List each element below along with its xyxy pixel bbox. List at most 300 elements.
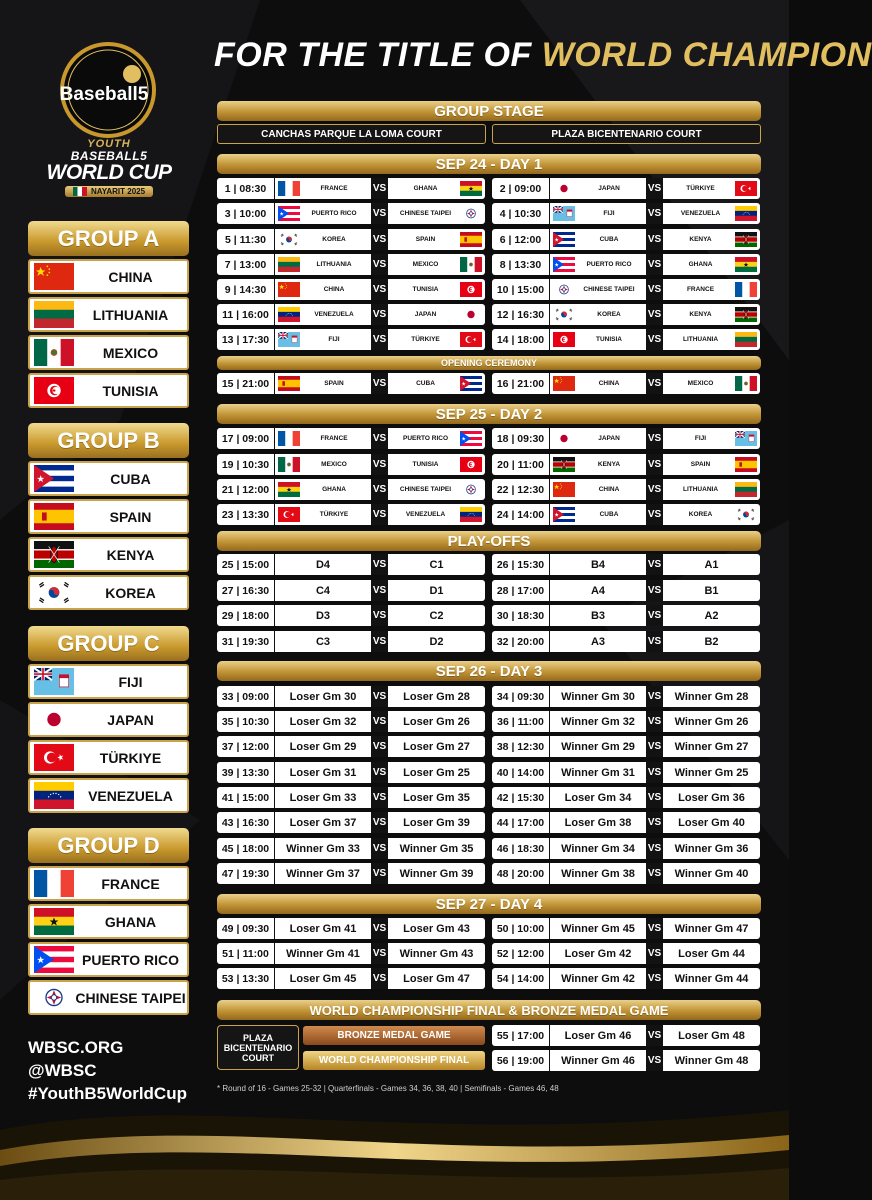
game-row [217, 711, 485, 732]
mx-flag-icon [735, 376, 757, 391]
away-team [663, 504, 760, 525]
home-team-name: A4 [590, 584, 606, 597]
away-team-name: Winner Gm 39 [399, 867, 474, 880]
cu-flag-icon [460, 376, 482, 391]
vs-label: VS [371, 605, 388, 626]
game-row [492, 968, 760, 989]
away-team-name: Winner Gm 36 [674, 842, 749, 855]
website-link[interactable]: WBSC.ORG [28, 1038, 124, 1057]
home-team-name: KENYA [597, 461, 621, 468]
home-team-name: SPAIN [324, 380, 344, 387]
team-name: KENYA [106, 546, 155, 563]
game-row [492, 178, 760, 199]
day3-band: SEP 26 - DAY 3 [217, 661, 761, 681]
game-number-time: 17 | 09:00 [217, 428, 274, 449]
game-row [217, 631, 485, 652]
gh-flag-icon [460, 181, 482, 196]
vs-label: VS [371, 254, 388, 275]
game-number-time: 43 | 16:30 [217, 812, 274, 833]
away-team [388, 454, 485, 475]
vs-label: VS [646, 711, 663, 732]
game-row [217, 762, 485, 783]
team-name: CHINA [108, 268, 153, 285]
vs-label: VS [371, 736, 388, 757]
game-number-time: 15 | 21:00 [217, 373, 274, 394]
court-left-label: CANCHAS PARQUE LA LOMA COURT [217, 124, 486, 144]
away-team-name: Winner Gm 43 [399, 947, 474, 960]
away-team [388, 178, 485, 199]
away-team [388, 762, 485, 783]
group-team-row [28, 942, 189, 977]
home-team-name: TUNISIA [596, 336, 622, 343]
away-team-name: Winner Gm 48 [674, 1054, 749, 1067]
team-name: CUBA [110, 470, 151, 487]
cn-flag-icon [34, 263, 74, 290]
playoffs-band: PLAY-OFFS [217, 531, 761, 551]
vs-label: VS [646, 787, 663, 808]
game-row [217, 479, 485, 500]
home-team-name: Winner Gm 32 [561, 715, 635, 728]
home-team-name: CUBA [599, 511, 619, 518]
title-part2: WORLD CHAMPION [541, 36, 872, 74]
fj-flag-icon [735, 431, 757, 446]
away-team [388, 304, 485, 325]
away-team-name: GHANA [413, 185, 438, 192]
group-team-row [28, 297, 189, 332]
cn-flag-icon [553, 482, 575, 497]
away-team [663, 812, 760, 833]
game-row [492, 838, 760, 859]
team-name: GHANA [104, 913, 157, 930]
away-team-name: Winner Gm 28 [674, 690, 749, 703]
group-team-row [28, 866, 189, 901]
group-team-row [28, 259, 189, 294]
home-team-name: Loser Gm 37 [289, 816, 357, 829]
home-team-name: Winner Gm 30 [561, 690, 635, 703]
home-team-name: Loser Gm 30 [289, 690, 357, 703]
home-team [274, 968, 371, 989]
game-row [492, 605, 760, 626]
away-team-name: PUERTO RICO [402, 435, 449, 442]
away-team-name: JAPAN [414, 311, 437, 318]
home-team [549, 504, 646, 525]
game-row [492, 812, 760, 833]
game-row [217, 863, 485, 884]
home-team [549, 580, 646, 601]
away-team [388, 279, 485, 300]
ve-flag-icon [278, 307, 300, 322]
team-name: CHINESE TAIPEI [75, 989, 186, 1006]
home-team-name: C4 [315, 584, 331, 597]
away-team [663, 711, 760, 732]
fr-flag-icon [34, 870, 74, 897]
team-name: KOREA [105, 584, 156, 601]
event-brand [20, 138, 198, 201]
kr-flag-icon [278, 232, 300, 247]
away-team-name: SPAIN [690, 461, 711, 468]
game-row [217, 373, 485, 394]
game-number-time: 24 | 14:00 [492, 504, 549, 525]
vs-label: VS [646, 1025, 663, 1046]
vs-label: VS [371, 943, 388, 964]
vs-label: VS [646, 968, 663, 989]
home-team-name: Winner Gm 29 [561, 740, 635, 753]
away-team [388, 554, 485, 575]
game-row [492, 863, 760, 884]
game-number-time: 27 | 16:30 [217, 580, 274, 601]
away-team [388, 428, 485, 449]
game-row [217, 838, 485, 859]
home-team-name: Loser Gm 32 [289, 715, 357, 728]
tpe-flag-icon [34, 984, 74, 1011]
away-team-name: Loser Gm 28 [403, 690, 470, 703]
jp-flag-icon [460, 307, 482, 322]
location-badge [65, 186, 153, 197]
game-number-time: 26 | 15:30 [492, 554, 549, 575]
game-number-time: 12 | 16:30 [492, 304, 549, 325]
fr-flag-icon [735, 282, 757, 297]
away-team-name: KENYA [689, 311, 712, 318]
away-team [388, 254, 485, 275]
game-row [217, 580, 485, 601]
vs-label: VS [371, 504, 388, 525]
ke-flag-icon [34, 541, 74, 568]
home-team-name: Winner Gm 45 [561, 922, 635, 935]
game-row [217, 554, 485, 575]
away-team [663, 229, 760, 250]
vs-label: VS [371, 203, 388, 224]
home-team [274, 554, 371, 575]
home-team-name: JAPAN [598, 435, 620, 442]
tr-flag-icon [34, 744, 74, 771]
home-team-name: Winner Gm 33 [286, 842, 360, 855]
logo-text: Baseball5 [59, 84, 149, 105]
home-team [274, 373, 371, 394]
game-row [217, 736, 485, 757]
game-row [492, 554, 760, 575]
home-team-name: B4 [590, 558, 606, 571]
kr-flag-icon [735, 507, 757, 522]
vs-label: VS [371, 454, 388, 475]
ve-flag-icon [460, 507, 482, 522]
group-team-row [28, 575, 189, 610]
game-row [492, 1025, 760, 1046]
away-team-name: C2 [429, 609, 444, 622]
vs-label: VS [646, 554, 663, 575]
home-team-name: FIJI [603, 210, 615, 217]
home-team [274, 787, 371, 808]
game-row [217, 329, 485, 350]
game-number-time: 55 | 17:00 [492, 1025, 549, 1046]
home-team-name: B3 [590, 609, 606, 622]
home-team-name: JAPAN [598, 185, 620, 192]
tr-flag-icon [735, 181, 757, 196]
away-team [388, 686, 485, 707]
home-team [549, 428, 646, 449]
game-number-time: 53 | 13:30 [217, 968, 274, 989]
away-team [663, 203, 760, 224]
game-number-time: 8 | 13:30 [492, 254, 549, 275]
team-name: PUERTO RICO [82, 951, 179, 968]
game-row [492, 787, 760, 808]
mexico-flag-icon [73, 187, 87, 196]
away-team-name: TUNISIA [412, 286, 439, 293]
game-number-time: 13 | 17:30 [217, 329, 274, 350]
away-team [388, 373, 485, 394]
bronze-medal-game-label: BRONZE MEDAL GAME [303, 1026, 485, 1045]
home-team [274, 631, 371, 652]
game-number-time: 14 | 18:00 [492, 329, 549, 350]
vs-label: VS [646, 1050, 663, 1071]
vs-label: VS [646, 918, 663, 939]
away-team [663, 736, 760, 757]
baseball5-label: BASEBALL5 [70, 149, 148, 163]
game-number-time: 16 | 21:00 [492, 373, 549, 394]
opening-ceremony-band: OPENING CEREMONY [217, 356, 761, 370]
away-team [388, 787, 485, 808]
away-team-name: Winner Gm 44 [674, 972, 749, 985]
home-team [549, 279, 646, 300]
group-panel-c [28, 626, 189, 816]
home-team-name: Loser Gm 42 [564, 947, 632, 960]
pr-flag-icon [278, 206, 300, 221]
tpe-flag-icon [553, 282, 575, 297]
away-team [663, 373, 760, 394]
jp-flag-icon [34, 706, 74, 733]
away-team [388, 631, 485, 652]
home-team [274, 229, 371, 250]
fj-flag-icon [278, 332, 300, 347]
home-team [274, 686, 371, 707]
home-team-name: CHINA [598, 486, 620, 493]
game-row [217, 254, 485, 275]
vs-label: VS [646, 279, 663, 300]
tr-flag-icon [278, 507, 300, 522]
game-number-time: 1 | 08:30 [217, 178, 274, 199]
home-team-name: CHINESE TAIPEI [583, 286, 635, 293]
home-team [549, 711, 646, 732]
social-handle[interactable]: @WBSC [28, 1061, 97, 1080]
game-number-time: 38 | 12:30 [492, 736, 549, 757]
home-team [549, 631, 646, 652]
home-team-name: FRANCE [320, 435, 348, 442]
home-team [274, 203, 371, 224]
home-team [274, 762, 371, 783]
home-team [549, 787, 646, 808]
game-number-time: 21 | 12:00 [217, 479, 274, 500]
away-team [663, 968, 760, 989]
home-team [274, 254, 371, 275]
vs-label: VS [371, 812, 388, 833]
ve-flag-icon [34, 782, 74, 809]
ke-flag-icon [553, 457, 575, 472]
away-team [388, 329, 485, 350]
home-team [274, 329, 371, 350]
home-team-name: TÜRKIYE [319, 511, 349, 518]
team-name: SPAIN [109, 508, 152, 525]
kr-flag-icon [34, 579, 74, 606]
home-team-name: Loser Gm 33 [289, 791, 357, 804]
vs-label: VS [646, 580, 663, 601]
home-team [549, 229, 646, 250]
home-team [549, 686, 646, 707]
home-team [274, 304, 371, 325]
lt-flag-icon [278, 257, 300, 272]
home-team-name: Winner Gm 42 [561, 972, 635, 985]
vs-label: VS [371, 428, 388, 449]
vs-label: VS [646, 686, 663, 707]
away-team-name: CHINESE TAIPEI [399, 486, 452, 493]
away-team-name: KOREA [688, 511, 713, 518]
group-header: GROUP D [28, 828, 189, 863]
game-row [492, 762, 760, 783]
away-team-name: Loser Gm 40 [678, 816, 745, 829]
vs-label: VS [371, 279, 388, 300]
away-team-name: Winner Gm 27 [674, 740, 749, 753]
cn-flag-icon [553, 376, 575, 391]
tpe-flag-icon [460, 206, 482, 221]
away-team [663, 554, 760, 575]
fr-flag-icon [278, 431, 300, 446]
home-team [549, 178, 646, 199]
home-team [549, 373, 646, 394]
cn-flag-icon [278, 282, 300, 297]
game-number-time: 42 | 15:30 [492, 787, 549, 808]
away-team [663, 454, 760, 475]
game-row [492, 254, 760, 275]
away-team [663, 1025, 760, 1046]
away-team-name: VENEZUELA [405, 511, 446, 518]
social-links [28, 1036, 187, 1105]
away-team [388, 203, 485, 224]
group-panel-d [28, 828, 189, 1018]
home-team-name: GHANA [322, 486, 346, 493]
cu-flag-icon [553, 507, 575, 522]
game-row [492, 504, 760, 525]
hashtag[interactable]: #YouthB5WorldCup [28, 1084, 187, 1103]
game-number-time: 49 | 09:30 [217, 918, 274, 939]
home-team-name: MEXICO [321, 461, 347, 468]
away-team [388, 736, 485, 757]
vs-label: VS [646, 812, 663, 833]
game-number-time: 47 | 19:30 [217, 863, 274, 884]
vs-label: VS [371, 686, 388, 707]
group-team-row [28, 740, 189, 775]
home-team-name: Loser Gm 38 [564, 816, 632, 829]
game-row [217, 304, 485, 325]
game-row [492, 580, 760, 601]
team-name: VENEZUELA [88, 787, 173, 804]
away-team-name: Loser Gm 47 [403, 972, 470, 985]
ve-flag-icon [735, 206, 757, 221]
game-number-time: 18 | 09:30 [492, 428, 549, 449]
away-team [388, 943, 485, 964]
home-team-name: FRANCE [320, 185, 348, 192]
group-team-row [28, 537, 189, 572]
game-number-time: 10 | 15:00 [492, 279, 549, 300]
mx-flag-icon [34, 339, 74, 366]
away-team [388, 580, 485, 601]
home-team-name: CUBA [599, 236, 619, 243]
away-team-name: C1 [429, 558, 444, 571]
game-row [492, 943, 760, 964]
group-team-row [28, 461, 189, 496]
day1-band: SEP 24 - DAY 1 [217, 154, 761, 174]
away-team-name: VENEZUELA [680, 210, 721, 217]
game-number-time: 7 | 13:00 [217, 254, 274, 275]
away-team-name: Loser Gm 25 [403, 766, 470, 779]
es-flag-icon [460, 232, 482, 247]
home-team-name: Winner Gm 38 [561, 867, 635, 880]
home-team [549, 762, 646, 783]
away-team [388, 812, 485, 833]
game-number-time: 19 | 10:30 [217, 454, 274, 475]
away-team [388, 711, 485, 732]
vs-label: VS [371, 178, 388, 199]
away-team [388, 863, 485, 884]
pr-flag-icon [553, 257, 575, 272]
away-team-name: GHANA [688, 261, 713, 268]
home-team [549, 254, 646, 275]
game-row [492, 631, 760, 652]
home-team-name: A3 [590, 635, 606, 648]
away-team-name: A1 [704, 558, 719, 571]
game-row [492, 279, 760, 300]
youth-label: YOUTH [87, 138, 131, 150]
game-row [217, 918, 485, 939]
home-team [274, 711, 371, 732]
away-team [663, 762, 760, 783]
home-team-name: Loser Gm 29 [289, 740, 357, 753]
vs-label: VS [371, 838, 388, 859]
tn-flag-icon [553, 332, 575, 347]
game-number-time: 25 | 15:00 [217, 554, 274, 575]
home-team-name: VENEZUELA [314, 311, 354, 318]
group-team-row [28, 980, 189, 1015]
home-team-name: CHINA [323, 286, 345, 293]
lt-flag-icon [735, 332, 757, 347]
home-team [549, 304, 646, 325]
world-championship-final-label: WORLD CHAMPIONSHIP FINAL [303, 1051, 485, 1070]
home-team [274, 605, 371, 626]
plaza-court-label: PLAZA BICENTENARIO COURT [217, 1025, 299, 1070]
home-team-name: Winner Gm 41 [286, 947, 360, 960]
vs-label: VS [646, 373, 663, 394]
pr-flag-icon [34, 946, 74, 973]
away-team-name: B2 [704, 635, 719, 648]
group-team-row [28, 335, 189, 370]
home-team [549, 943, 646, 964]
vs-label: VS [646, 605, 663, 626]
vs-label: VS [371, 304, 388, 325]
away-team [388, 605, 485, 626]
vs-label: VS [646, 736, 663, 757]
away-team-name: Loser Gm 35 [403, 791, 470, 804]
home-team-name: Loser Gm 41 [289, 922, 357, 935]
away-team [388, 504, 485, 525]
home-team [549, 812, 646, 833]
away-team-name: Winner Gm 40 [674, 867, 749, 880]
home-team-name: PUERTO RICO [311, 210, 357, 217]
away-team-name: TÜRKIYE [411, 336, 440, 343]
tr-flag-icon [460, 332, 482, 347]
game-row [492, 686, 760, 707]
away-team-name: D2 [429, 635, 444, 648]
away-team-name: B1 [704, 584, 719, 597]
game-row [492, 479, 760, 500]
home-team-name: FIJI [328, 336, 340, 343]
game-number-time: 28 | 17:00 [492, 580, 549, 601]
